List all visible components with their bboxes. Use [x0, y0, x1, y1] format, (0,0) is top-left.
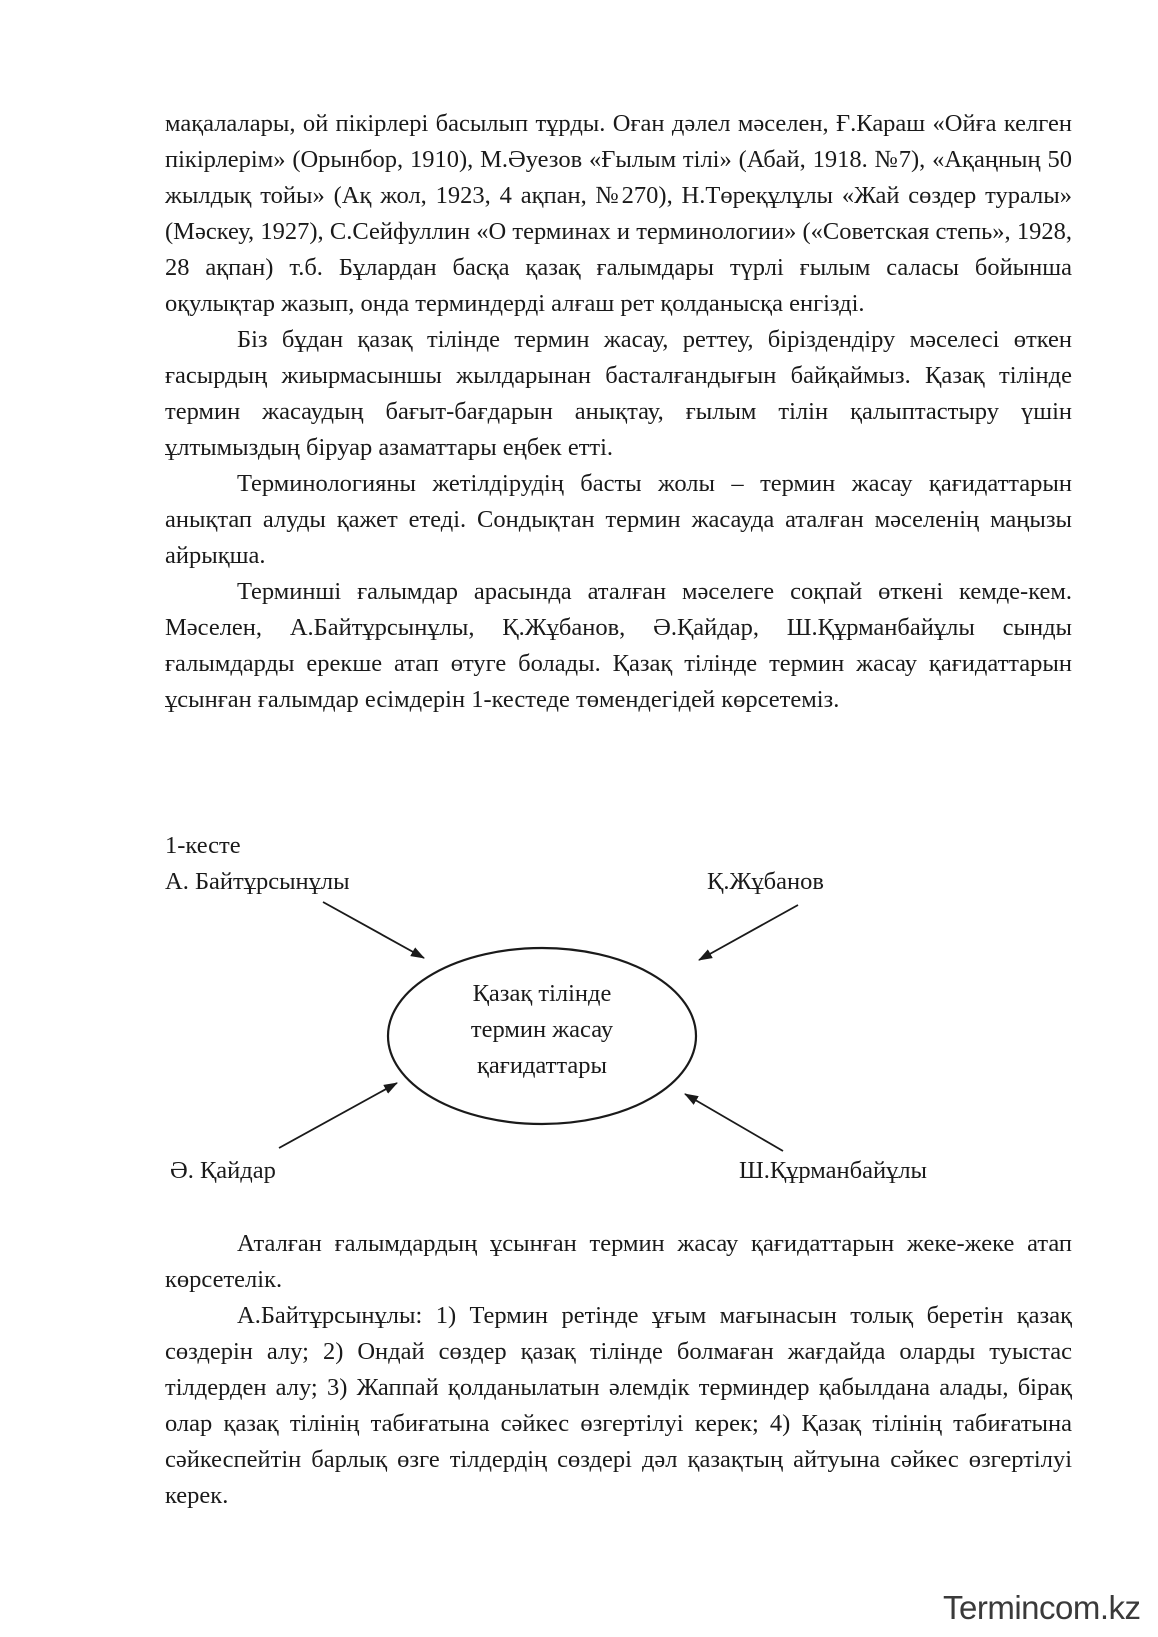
table-caption: 1-кесте — [165, 832, 241, 859]
label-baitursynuly: А. Байтұрсынұлы — [165, 868, 350, 895]
arrow-top-right — [699, 905, 798, 960]
ellipse-label-line-3: қағидаттары — [477, 1052, 607, 1079]
paragraph-4: Терминші ғалымдар арасында аталған мәселеге соқпай өткені кемде-кем. Мәселен, А.Байтұрсынұлы, Қ.Жұбанов, Ә.Қайдар, Ш.Құрманбайұлы сынды ғалымдарды ерекше атап өтуге болады. Қазақ тілінде термин жасау қағидаттарын ұсынған ғалымдар есімдерін 1-кестеде төмендегідей көрсетеміз. — [165, 578, 1072, 713]
ellipse-label — [388, 976, 696, 1084]
arrow-bottom-right — [685, 1094, 783, 1151]
ellipse-label-line-2: термин жасау — [470, 1016, 614, 1043]
paragraph-2: Біз бұдан қазақ тілінде термин жасау, реттеу, біріздендіру мәселесі өткен ғасырдың жиырмасыншы жылдарынан басталғандығын байқаймыз. Қазақ тілінде термин жасаудың бағыт-бағдарын анықтау, ғылым тілін қалыптастыру үшін ұлтымыздың біруар азаматтары еңбек етті. — [165, 326, 1072, 461]
arrow-top-left — [323, 902, 424, 958]
watermark-logo: Termincom.kz — [943, 1589, 1141, 1626]
arrow-bottom-left — [279, 1083, 397, 1148]
ellipse-label-line-1: Қазақ тілінде — [472, 980, 612, 1007]
label-kaidar: Ә. Қайдар — [170, 1157, 276, 1184]
paragraph-3: Терминологияны жетілдірудің басты жолы – термин жасау қағидаттарын анықтап алуды қажет етеді. Сондықтан термин жасауда аталған мәселенің маңызы айрықша. — [165, 470, 1072, 569]
body-text-bottom — [165, 1226, 1072, 1514]
body-text-top — [165, 106, 1072, 718]
paragraph-1: мақалалары, ой пікірлері басылып тұрды. Оған дәлел мәселен, Ғ.Караш «Ойға келген пікірлерім» (Орынбор, 1910), М.Әуезов «Ғылым тілі» (Абай, 1918. №7), «Ақаңның 50 жылдық тойы» (Ақ жол, 1923, 4 ақпан, №270), Н.Төреқұлұлы «Жай сөздер туралы» (Мәскеу, 1927), С.Сейфуллин «О терминах и терминологии» («Советская степь», 1928, 28 ақпан) т.б. Бұлардан басқа қазақ ғалымдары түрлі ғылым саласы бойынша оқулықтар жазып, онда терминдерді алғаш рет қолданысқа енгізді. — [165, 110, 1072, 317]
paragraph-5: Аталған ғалымдардың ұсынған термин жасау қағидаттарын жеке-жеке атап көрсетелік. — [165, 1230, 1072, 1293]
paragraph-6: А.Байтұрсынұлы: 1) Термин ретінде ұғым мағынасын толық беретін қазақ сөздерін алу; 2) Ондай сөздер қазақ тілінде болмаған жағдайда оларды туыстас тілдерден алу; 3) Жаппай қолданылатын әлемдік терминдер қабылдана алады, бірақ олар қазақ тілінің табиғатына сәйкес өзгертілуі керек; 4) Қазақ тілінің табиғатына сәйкеспейтін барлық өзге тілдердің сөздері дәл қазақтың айтуына сәйкес өзгертілуі керек. — [165, 1302, 1072, 1509]
label-zhubanov: Қ.Жұбанов — [707, 868, 824, 895]
label-kurmanbaiuly: Ш.Құрманбайұлы — [739, 1157, 928, 1184]
